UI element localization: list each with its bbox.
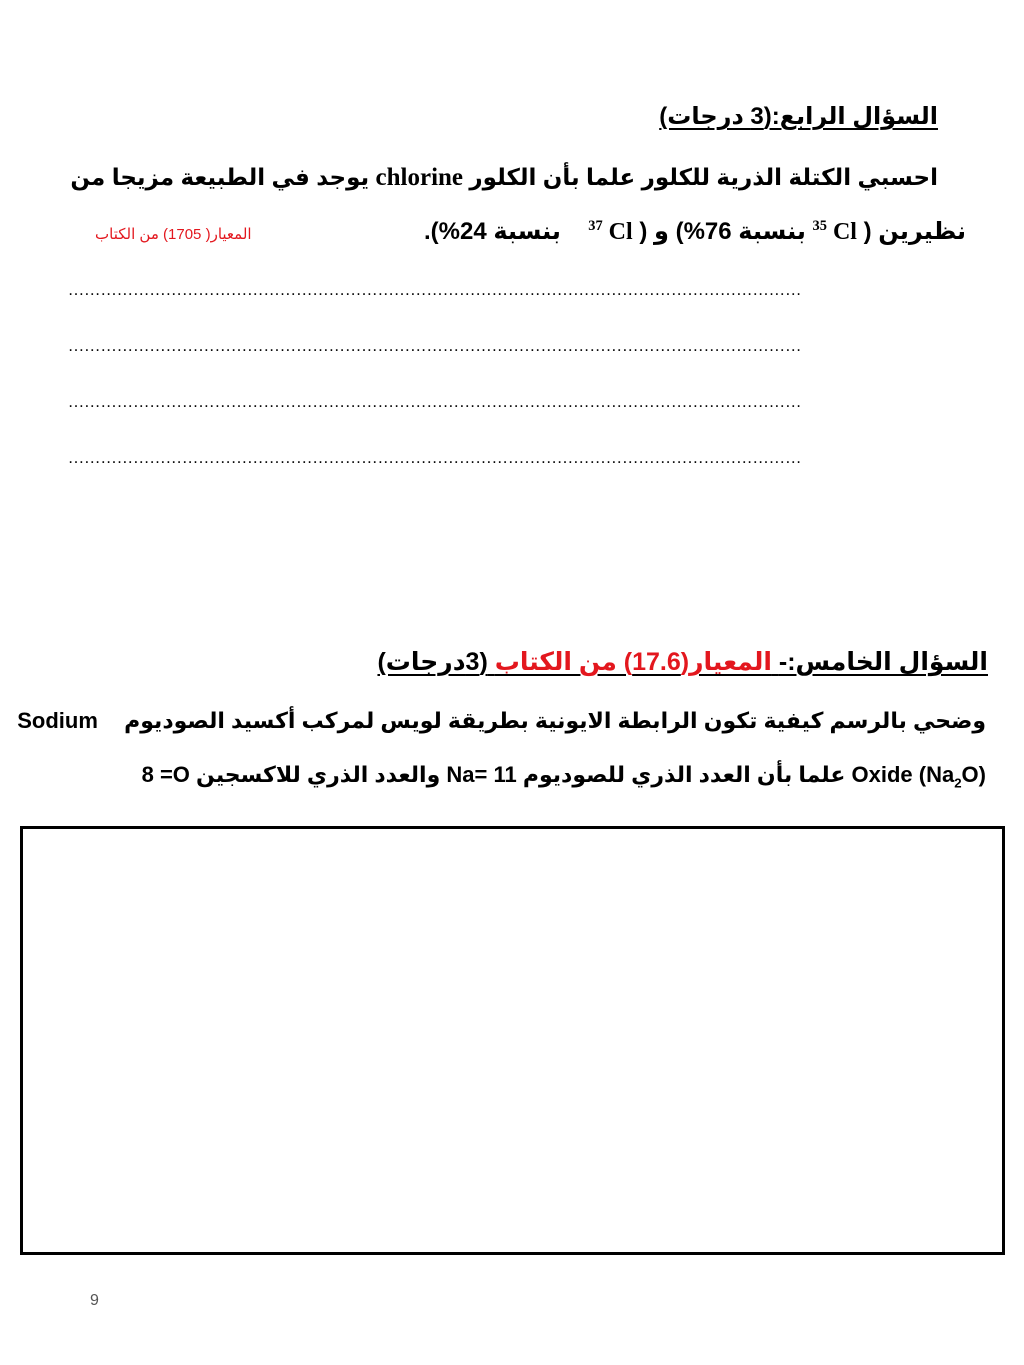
answer-line-3[interactable]: ……………………………………………………………………………………………………………………… — [68, 394, 802, 411]
isotope-chlorine-35 — [813, 218, 857, 246]
question-5-text-part-c: والعدد الذري للاكسجين — [196, 762, 441, 787]
question-4-title: السؤال الرابع:(3 درجات) — [659, 103, 938, 130]
question-5-text-part-b: علما بأن العدد الذري للصوديوم — [522, 762, 846, 787]
question-4-text-part-a: احسبي الكتلة الذرية للكلور علما بأن الكلور — [469, 164, 938, 190]
isotope-35-mass: 35 — [812, 218, 827, 234]
drawing-answer-box[interactable] — [20, 826, 1005, 1255]
isotope-37-mass: 37 — [588, 218, 603, 234]
question-4-text-part-c: يوجد في الطبيعة مزيجا من — [70, 164, 370, 190]
question-4-text-line-1 — [70, 164, 938, 192]
question-5-points: (3درجات) — [377, 648, 488, 676]
answer-line-4[interactable]: ……………………………………………………………………………………………………………………… — [68, 450, 802, 467]
answer-line-2[interactable]: ……………………………………………………………………………………………………………………… — [68, 338, 802, 355]
question-5-text-line-2 — [142, 762, 986, 790]
sodium-atomic-number: Na= 11 — [446, 762, 517, 787]
oxygen-atomic-number: 8 =O — [141, 762, 190, 787]
chlorine-term: chlorine — [375, 164, 464, 191]
question-5-title — [377, 647, 988, 677]
question-5-reference: المعيار(17.6) من الكتاب — [494, 648, 772, 676]
oxide-formula-suffix: O) — [961, 762, 986, 787]
question-4-text-part-f: بنسبة 24%). — [423, 218, 561, 245]
question-5-text-line-1 — [17, 708, 986, 734]
question-4-text-part-d: نظيرين ( — [863, 218, 966, 245]
question-4-text-line-2 — [424, 217, 966, 246]
isotope-37-symbol: Cl — [608, 219, 633, 245]
isotope-35-symbol: Cl — [832, 219, 857, 245]
sodium-term: Sodium — [17, 708, 98, 733]
sodium-oxide-formula — [852, 762, 987, 790]
isotope-chlorine-37 — [588, 218, 632, 246]
oxide-formula-prefix: Oxide (Na — [851, 762, 955, 787]
answer-line-1[interactable]: ……………………………………………………………………………………………………………………… — [68, 282, 802, 299]
question-4-text-part-e: بنسبة 76%) و ( — [639, 218, 806, 245]
page-number: 9 — [90, 1292, 99, 1309]
formula-subscript: 2 — [954, 775, 962, 791]
question-5-text-part-a: وضحي بالرسم كيفية تكون الرابطة الايونية بطريقة لويس لمركب أكسيد الصوديوم — [124, 708, 986, 733]
question-5-title-label: السؤال الخامس:- — [778, 648, 988, 676]
question-4-reference: المعيار( 1705) من الكتاب — [95, 226, 252, 243]
